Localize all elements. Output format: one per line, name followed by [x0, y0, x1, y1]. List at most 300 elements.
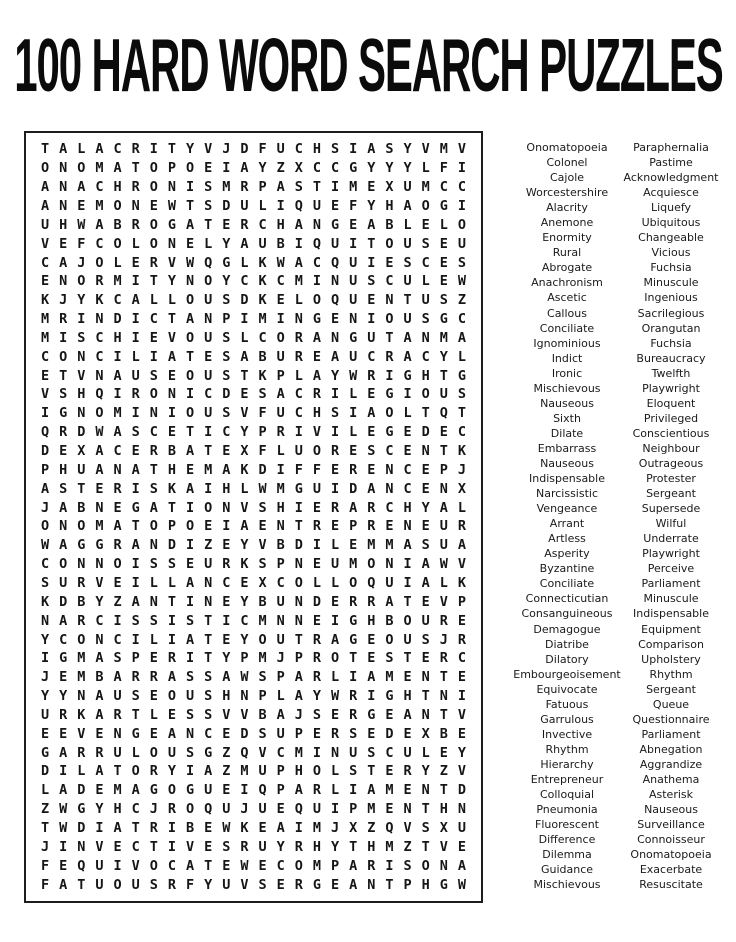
- word-item: Acquiesce: [643, 186, 699, 200]
- grid-letter: E: [312, 499, 321, 516]
- grid-letter: U: [204, 405, 213, 422]
- grid-letter: M: [367, 537, 376, 554]
- grid-letter: E: [367, 650, 376, 667]
- grid-letter: Y: [167, 273, 176, 290]
- grid-letter: A: [59, 254, 68, 271]
- grid-letter: X: [349, 820, 358, 837]
- grid-letter: I: [113, 348, 122, 365]
- grid-letter: E: [222, 443, 231, 460]
- grid-letter: E: [222, 216, 231, 233]
- grid-letter: U: [131, 876, 140, 893]
- grid-letter: C: [276, 744, 285, 761]
- grid-letter: M: [95, 197, 104, 214]
- grid-letter: A: [457, 329, 466, 346]
- grid-letter: U: [258, 838, 267, 855]
- grid-letter: M: [40, 311, 50, 328]
- grid-letter: E: [385, 763, 394, 780]
- word-item: Surveillance: [637, 818, 705, 832]
- grid-letter: C: [276, 857, 285, 874]
- grid-letter: E: [40, 367, 50, 384]
- grid-letter: O: [149, 179, 158, 196]
- grid-letter: N: [167, 235, 176, 252]
- grid-letter: U: [403, 311, 412, 328]
- grid-letter: K: [40, 593, 50, 610]
- grid-letter: O: [59, 556, 68, 573]
- grid-letter: A: [185, 574, 195, 591]
- grid-letter: Y: [40, 688, 50, 705]
- grid-letter: O: [185, 292, 195, 309]
- grid-letter: D: [385, 725, 394, 742]
- grid-letter: E: [40, 273, 50, 290]
- grid-letter: E: [59, 725, 68, 742]
- word-item: Sacrilegious: [637, 306, 705, 320]
- grid-letter: I: [113, 386, 122, 403]
- word-item: Parliament: [641, 577, 701, 591]
- grid-letter: G: [77, 801, 86, 818]
- grid-letter: S: [59, 480, 68, 497]
- word-item: Bureaucracy: [636, 351, 706, 365]
- grid-letter: R: [113, 537, 122, 554]
- grid-letter: I: [149, 348, 158, 365]
- word-item: Dilemma: [542, 848, 592, 862]
- grid-letter: O: [185, 405, 195, 422]
- grid-letter: R: [167, 801, 176, 818]
- grid-letter: N: [59, 518, 68, 535]
- grid-letter: N: [294, 311, 303, 328]
- grid-letter: I: [131, 405, 140, 422]
- grid-letter: M: [77, 669, 86, 686]
- grid-letter: G: [349, 329, 358, 346]
- grid-letter: V: [457, 706, 466, 723]
- grid-letter: T: [149, 461, 158, 478]
- word-item: Sixth: [553, 411, 581, 425]
- grid-letter: C: [258, 329, 267, 346]
- grid-letter: A: [59, 876, 68, 893]
- grid-letter: A: [367, 216, 376, 233]
- grid-letter: P: [167, 160, 176, 177]
- grid-letter: O: [403, 612, 412, 629]
- grid-letter: S: [439, 292, 448, 309]
- grid-letter: U: [349, 273, 358, 290]
- grid-letter: G: [312, 311, 321, 328]
- grid-letter: O: [185, 160, 195, 177]
- grid-letter: M: [294, 273, 303, 290]
- grid-letter: Q: [294, 197, 303, 214]
- grid-letter: R: [149, 669, 158, 686]
- grid-letter: U: [421, 612, 430, 629]
- word-item: Guidance: [540, 863, 594, 877]
- title-bar: [0, 23, 736, 107]
- grid-letter: T: [349, 838, 358, 855]
- grid-letter: J: [457, 461, 466, 478]
- grid-letter: N: [385, 480, 394, 497]
- grid-letter: W: [258, 480, 267, 497]
- word-item: Ingenious: [644, 291, 698, 305]
- grid-letter: A: [276, 820, 285, 837]
- grid-letter: U: [457, 820, 466, 837]
- grid-letter: E: [240, 574, 249, 591]
- grid-letter: S: [185, 744, 195, 761]
- grid-letter: N: [149, 537, 158, 554]
- grid-letter: A: [59, 141, 68, 158]
- grid-letter: S: [421, 235, 430, 252]
- grid-letter: N: [167, 386, 176, 403]
- grid-letter: H: [403, 499, 412, 516]
- grid-letter: Y: [240, 631, 249, 648]
- grid-letter: K: [258, 254, 267, 271]
- grid-letter: E: [222, 537, 231, 554]
- grid-letter: H: [312, 141, 321, 158]
- grid-letter: S: [421, 537, 430, 554]
- grid-letter: E: [59, 857, 68, 874]
- grid-letter: A: [330, 631, 340, 648]
- grid-letter: Y: [421, 499, 430, 516]
- grid-letter: I: [185, 650, 195, 667]
- grid-letter: V: [258, 537, 267, 554]
- grid-letter: I: [312, 744, 321, 761]
- grid-letter: A: [421, 574, 430, 591]
- grid-letter: A: [403, 348, 412, 365]
- grid-letter: L: [403, 216, 412, 233]
- grid-letter: U: [349, 254, 358, 271]
- grid-letter: A: [113, 820, 122, 837]
- grid-letter: T: [167, 499, 176, 516]
- grid-letter: E: [367, 424, 376, 441]
- grid-letter: I: [403, 556, 412, 573]
- word-item: Upholstery: [641, 652, 701, 666]
- grid-letter: B: [276, 537, 285, 554]
- grid-letter: M: [421, 179, 430, 196]
- grid-letter: R: [294, 876, 303, 893]
- grid-letter: G: [131, 725, 140, 742]
- grid-letter: A: [167, 669, 176, 686]
- grid-letter: N: [167, 179, 176, 196]
- word-item: Nauseous: [540, 396, 594, 410]
- grid-letter: U: [204, 292, 213, 309]
- grid-letter: E: [167, 367, 176, 384]
- grid-letter: P: [439, 461, 448, 478]
- grid-letter: D: [222, 386, 231, 403]
- grid-letter: H: [276, 499, 285, 516]
- grid-letter: I: [330, 424, 340, 441]
- word-item: Sergeant: [646, 682, 696, 696]
- grid-letter: S: [421, 820, 430, 837]
- grid-letter: P: [40, 461, 50, 478]
- grid-letter: Y: [330, 367, 340, 384]
- grid-letter: E: [149, 725, 158, 742]
- grid-letter: L: [457, 499, 466, 516]
- grid-letter: P: [240, 650, 249, 667]
- grid-letter: G: [294, 480, 303, 497]
- grid-letter: R: [131, 216, 140, 233]
- word-item: Ubiquitous: [641, 216, 701, 230]
- grid-letter: I: [294, 235, 303, 252]
- grid-letter: S: [258, 386, 267, 403]
- grid-letter: V: [40, 386, 50, 403]
- grid-letter: L: [167, 292, 176, 309]
- grid-letter: M: [113, 405, 122, 422]
- grid-letter: Y: [40, 631, 50, 648]
- grid-letter: G: [59, 405, 68, 422]
- word-item: Diatribe: [545, 637, 589, 651]
- word-item: Privileged: [643, 411, 699, 425]
- grid-letter: E: [40, 725, 50, 742]
- grid-letter: L: [167, 574, 176, 591]
- grid-letter: T: [421, 801, 430, 818]
- grid-letter: N: [367, 876, 376, 893]
- grid-letter: Z: [222, 763, 231, 780]
- grid-letter: I: [131, 329, 140, 346]
- grid-letter: I: [131, 631, 140, 648]
- word-item: Paraphernalia: [633, 141, 709, 154]
- grid-letter: C: [240, 612, 249, 629]
- grid-letter: N: [385, 461, 394, 478]
- grid-letter: C: [59, 631, 68, 648]
- grid-letter: E: [330, 876, 340, 893]
- grid-letter: F: [439, 160, 448, 177]
- grid-letter: F: [294, 461, 303, 478]
- grid-letter: M: [113, 273, 122, 290]
- grid-letter: A: [59, 499, 68, 516]
- grid-letter: E: [258, 857, 267, 874]
- grid-letter: W: [185, 254, 195, 271]
- grid-letter: E: [421, 518, 430, 535]
- grid-letter: U: [349, 348, 358, 365]
- word-item: Connoisseur: [637, 833, 705, 847]
- grid-letter: O: [258, 631, 267, 648]
- grid-letter: L: [149, 631, 158, 648]
- grid-letter: I: [276, 311, 285, 328]
- grid-letter: U: [349, 292, 358, 309]
- grid-letter: Y: [330, 838, 340, 855]
- grid-letter: E: [312, 612, 321, 629]
- grid-letter: L: [240, 254, 249, 271]
- grid-letter: E: [204, 820, 213, 837]
- grid-letter: U: [240, 197, 249, 214]
- grid-letter: Y: [457, 744, 466, 761]
- grid-letter: S: [403, 857, 412, 874]
- grid-letter: N: [421, 443, 430, 460]
- grid-letter: S: [258, 499, 267, 516]
- grid-letter: B: [113, 216, 122, 233]
- word-item: Orangutan: [641, 321, 701, 335]
- grid-letter: E: [276, 292, 285, 309]
- word-item: Playwright: [642, 381, 700, 395]
- grid-letter: E: [385, 254, 394, 271]
- grid-letter: A: [367, 669, 376, 686]
- grid-letter: A: [240, 160, 249, 177]
- grid-letter: T: [403, 292, 412, 309]
- grid-letter: G: [439, 311, 448, 328]
- grid-letter: Y: [240, 537, 249, 554]
- word-item: Protester: [646, 472, 696, 486]
- grid-letter: U: [258, 235, 267, 252]
- grid-letter: S: [204, 179, 213, 196]
- grid-letter: Q: [204, 801, 213, 818]
- grid-letter: W: [349, 367, 358, 384]
- grid-letter: V: [457, 556, 466, 573]
- grid-letter: O: [131, 763, 140, 780]
- grid-letter: S: [222, 348, 231, 365]
- grid-letter: T: [149, 838, 158, 855]
- grid-letter: Z: [439, 763, 448, 780]
- grid-letter: S: [131, 688, 140, 705]
- grid-letter: H: [59, 216, 68, 233]
- grid-letter: R: [330, 725, 340, 742]
- grid-letter: T: [204, 631, 213, 648]
- grid-letter: I: [167, 405, 176, 422]
- grid-letter: O: [185, 329, 195, 346]
- grid-letter: U: [367, 329, 376, 346]
- grid-letter: U: [258, 763, 267, 780]
- grid-letter: Y: [167, 763, 176, 780]
- grid-letter: E: [222, 725, 231, 742]
- grid-letter: N: [276, 518, 285, 535]
- word-item: Queue: [652, 697, 690, 711]
- grid-letter: I: [131, 556, 140, 573]
- grid-letter: L: [330, 537, 340, 554]
- grid-letter: M: [240, 763, 249, 780]
- grid-letter: U: [204, 782, 213, 799]
- grid-letter: N: [421, 669, 430, 686]
- grid-letter: I: [59, 763, 68, 780]
- grid-letter: P: [457, 593, 466, 610]
- grid-letter: N: [421, 706, 430, 723]
- grid-letter: O: [367, 556, 376, 573]
- grid-letter: E: [149, 688, 158, 705]
- grid-letter: R: [385, 348, 394, 365]
- grid-letter: L: [421, 160, 430, 177]
- grid-letter: Z: [113, 593, 122, 610]
- grid-letter: K: [457, 443, 466, 460]
- grid-letter: U: [40, 216, 50, 233]
- grid-letter: E: [167, 706, 176, 723]
- word-item: Invective: [541, 727, 593, 741]
- grid-letter: D: [258, 461, 267, 478]
- word-item: Exacerbate: [639, 863, 703, 877]
- grid-letter: A: [367, 405, 376, 422]
- grid-letter: U: [204, 367, 213, 384]
- grid-letter: T: [385, 876, 394, 893]
- grid-letter: Z: [276, 160, 285, 177]
- grid-letter: U: [40, 706, 50, 723]
- grid-letter: L: [77, 141, 86, 158]
- grid-letter: N: [276, 612, 285, 629]
- grid-letter: C: [385, 273, 394, 290]
- grid-letter: L: [131, 235, 140, 252]
- grid-letter: A: [185, 311, 195, 328]
- grid-letter: V: [403, 820, 412, 837]
- grid-letter: C: [276, 574, 285, 591]
- grid-letter: O: [312, 292, 321, 309]
- grid-letter: Y: [222, 650, 231, 667]
- grid-letter: C: [457, 311, 466, 328]
- word-item: Onomatopoeia: [526, 141, 608, 154]
- grid-letter: R: [294, 329, 303, 346]
- grid-letter: R: [149, 254, 158, 271]
- grid-letter: F: [185, 876, 195, 893]
- grid-letter: I: [367, 254, 376, 271]
- grid-letter: S: [385, 650, 394, 667]
- grid-letter: T: [439, 367, 448, 384]
- grid-letter: U: [276, 631, 285, 648]
- grid-letter: R: [349, 706, 358, 723]
- grid-letter: A: [403, 197, 412, 214]
- grid-letter: E: [330, 706, 340, 723]
- grid-letter: E: [403, 782, 412, 799]
- grid-letter: N: [95, 499, 104, 516]
- word-item: Comparison: [638, 637, 704, 651]
- grid-letter: X: [439, 820, 448, 837]
- grid-letter: L: [240, 480, 249, 497]
- grid-letter: R: [59, 311, 68, 328]
- grid-letter: E: [385, 518, 394, 535]
- grid-letter: E: [276, 801, 285, 818]
- grid-letter: O: [167, 782, 176, 799]
- grid-letter: M: [439, 141, 448, 158]
- grid-letter: R: [330, 443, 340, 460]
- grid-letter: X: [258, 574, 267, 591]
- grid-letter: M: [95, 160, 104, 177]
- grid-letter: C: [204, 725, 213, 742]
- grid-letter: X: [77, 443, 86, 460]
- grid-letter: E: [330, 593, 340, 610]
- grid-letter: Z: [367, 820, 376, 837]
- grid-letter: A: [131, 782, 140, 799]
- grid-letter: X: [385, 179, 394, 196]
- grid-letter: T: [367, 763, 376, 780]
- grid-letter: G: [367, 706, 376, 723]
- grid-letter: T: [40, 820, 50, 837]
- grid-letter: S: [258, 725, 267, 742]
- grid-letter: T: [77, 876, 86, 893]
- word-item: Supersede: [641, 502, 701, 516]
- grid-letter: Q: [40, 424, 50, 441]
- grid-letter: V: [40, 235, 50, 252]
- grid-letter: U: [439, 518, 448, 535]
- grid-letter: E: [113, 499, 122, 516]
- word-item: Enormity: [542, 231, 592, 245]
- grid-letter: Y: [222, 273, 231, 290]
- grid-letter: V: [457, 763, 466, 780]
- grid-letter: T: [457, 405, 466, 422]
- grid-letter: I: [185, 499, 195, 516]
- grid-letter: I: [312, 537, 321, 554]
- grid-letter: D: [77, 782, 86, 799]
- grid-letter: Y: [276, 838, 285, 855]
- word-item: Indict: [551, 351, 583, 365]
- grid-letter: T: [439, 669, 448, 686]
- grid-letter: R: [95, 744, 104, 761]
- grid-letter: H: [367, 838, 376, 855]
- grid-letter: O: [149, 386, 158, 403]
- word-item: Outrageous: [638, 456, 704, 470]
- grid-letter: N: [59, 273, 68, 290]
- grid-letter: T: [312, 179, 321, 196]
- grid-letter: O: [40, 160, 50, 177]
- grid-letter: I: [149, 141, 158, 158]
- grid-letter: K: [258, 367, 267, 384]
- grid-letter: W: [240, 669, 249, 686]
- grid-letter: A: [349, 857, 358, 874]
- grid-letter: Y: [367, 160, 376, 177]
- grid-letter: O: [294, 574, 303, 591]
- grid-letter: C: [457, 650, 466, 667]
- grid-letter: A: [403, 329, 412, 346]
- grid-letter: M: [312, 820, 321, 837]
- grid-letter: T: [167, 141, 176, 158]
- grid-letter: N: [77, 688, 86, 705]
